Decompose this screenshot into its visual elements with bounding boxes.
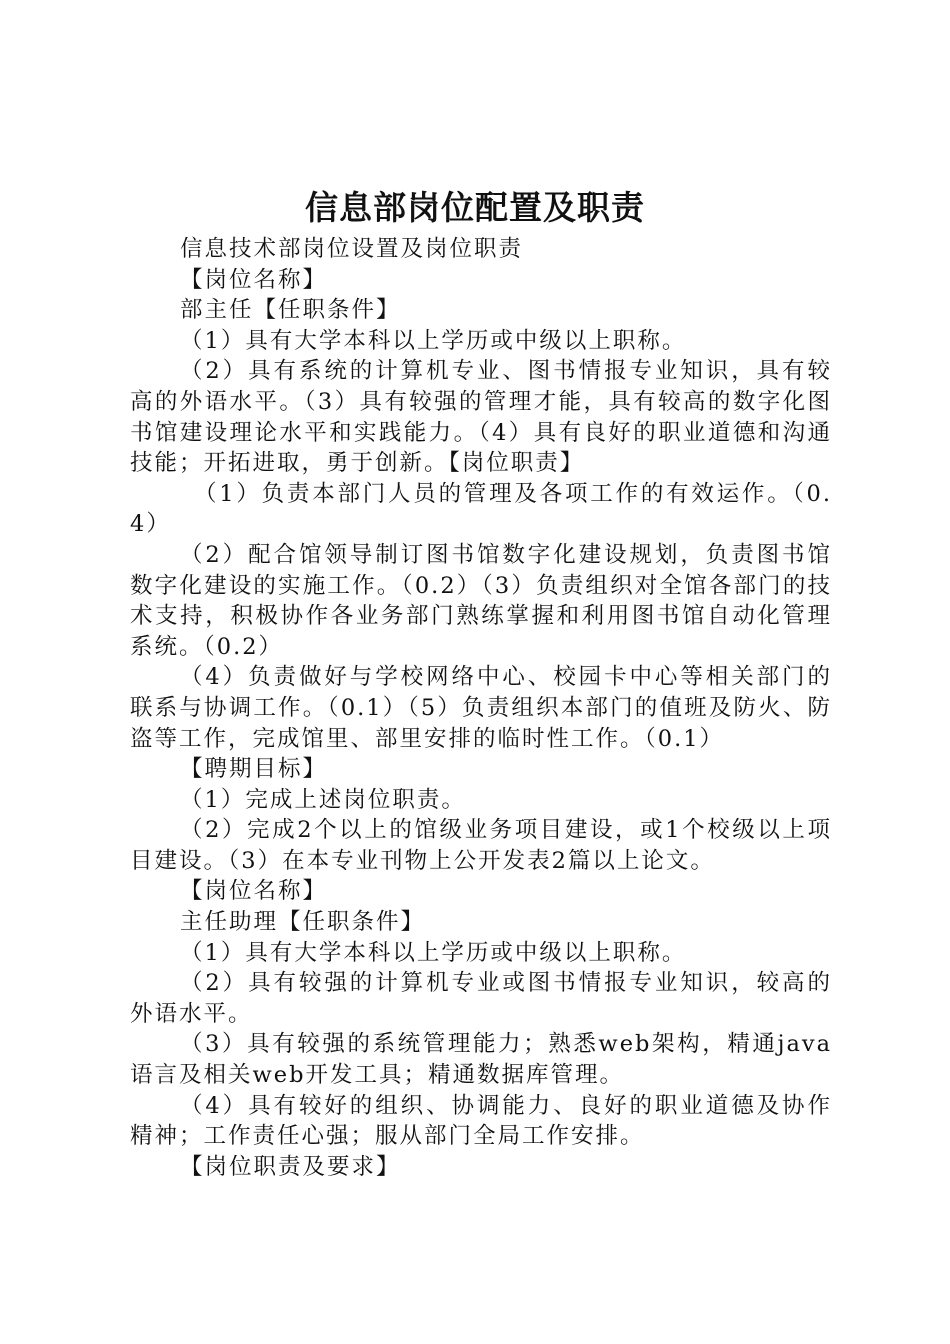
- paragraph-term-goals: 【聘期目标】: [180, 756, 328, 783]
- paragraph-assistant-condition-2: （2）具有较强的计算机专业或图书情报专业知识，较高的外语水平。: [130, 970, 832, 1027]
- paragraph-assistant-condition-1: （1）具有大学本科以上学历或中级以上职称。: [180, 939, 687, 966]
- paragraph-position-name: 【岗位名称】: [180, 266, 328, 293]
- document-title: 信息部岗位配置及职责: [305, 188, 645, 227]
- paragraph-assistant-condition-3: （3）具有较强的系统管理能力；熟悉web架构，精通java语言及相关web开发工具；精通数据库管理。: [130, 1031, 832, 1089]
- paragraph-condition-1: （1）具有大学本科以上学历或中级以上职称。: [180, 327, 687, 354]
- paragraph-duty-2-3: （2）配合馆领导制订图书馆数字化建设规划，负责图书馆数字化建设的实施工作。（0.2）（3）负责组织对全馆各部门的技术支持，积极协作各业务部门熟练掌握和利用图书馆自动化管理系统。（0.2）: [130, 541, 832, 660]
- paragraph-duty-4-5: （4）负责做好与学校网络中心、校园卡中心等相关部门的联系与协调工作。（0.1）（5）负责组织本部门的值班及防火、防盗等工作，完成馆里、部里安排的临时性工作。（0.1）: [130, 664, 832, 752]
- paragraph-subtitle: 信息技术部岗位设置及岗位职责: [180, 236, 524, 262]
- paragraph-director-conditions: 部主任【任职条件】: [180, 297, 401, 324]
- paragraph-goal-1: （1）完成上述岗位职责。: [180, 786, 466, 813]
- paragraph-position-name-2: 【岗位名称】: [180, 878, 328, 905]
- paragraph-condition-2-4: （2）具有系统的计算机专业、图书情报专业知识，具有较高的外语水平。（3）具有较强的管理才能，具有较高的数字化图书馆建设理论水平和实践能力。（4）具有良好的职业道德和沟通技能；开拓进取，勇于创新。【岗位职责】: [130, 358, 832, 477]
- document-body: [130, 234, 832, 1182]
- paragraph-duties-requirements: 【岗位职责及要求】: [180, 1153, 401, 1180]
- paragraph-assistant-condition-4: （4）具有较好的组织、协调能力、良好的职业道德及协作精神；工作责任心强；服从部门全局工作安排。: [130, 1092, 832, 1150]
- paragraph-assistant-conditions: 主任助理【任职条件】: [180, 909, 426, 936]
- paragraph-goal-2-3: （2）完成2个以上的馆级业务项目建设，或1个校级以上项目建设。（3）在本专业刊物上公开发表2篇以上论文。: [130, 817, 832, 874]
- paragraph-duty-1: （1）负责本部门人员的管理及各项工作的有效运作。（0.4）: [130, 480, 832, 538]
